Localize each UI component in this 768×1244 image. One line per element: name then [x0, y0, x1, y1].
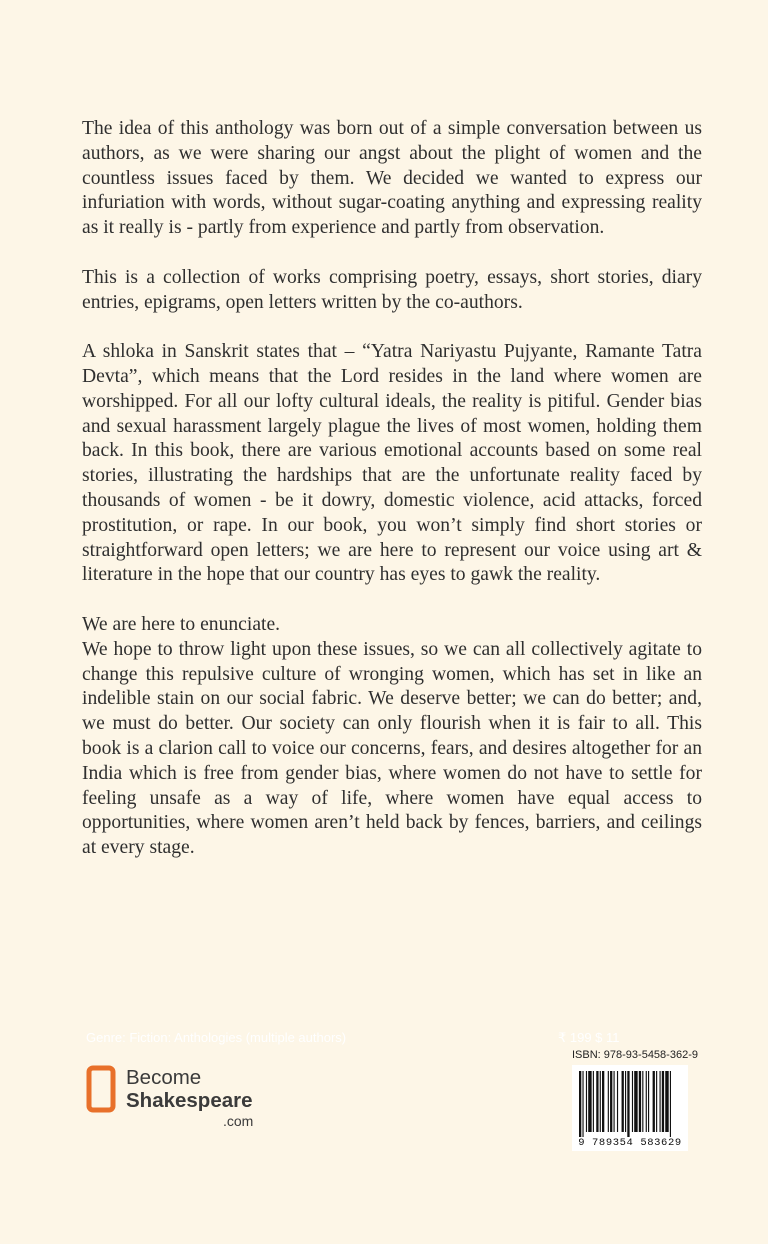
barcode-bar — [660, 1071, 661, 1132]
logo-text-domain: .com — [223, 1113, 254, 1129]
back-cover-blurb — [82, 117, 702, 886]
barcode-bar — [625, 1071, 626, 1132]
phone-outline-icon — [86, 1065, 116, 1113]
barcode-bar — [610, 1071, 612, 1132]
logo-text-become: Become — [126, 1066, 202, 1089]
price-label: ₹ 199 $ 11 — [558, 1030, 620, 1045]
barcode-bar — [653, 1071, 655, 1132]
barcode-bar — [608, 1071, 609, 1132]
blurb-paragraph-1: The idea of this anthology was born out of a simple conversation between us authors, as we were sharing our angst about the plight of women and the countless issues faced by them. We decided we wanted to express our infuriation with words, without sugar-coating anything and expressing reality as it really is - partly from experience and partly from observation. — [82, 118, 702, 239]
isbn-label: ISBN: 978-93-5458-362-9 — [572, 1049, 698, 1061]
barcode-bars — [572, 1065, 688, 1137]
barcode-bar — [656, 1071, 657, 1132]
barcode-bar — [639, 1071, 641, 1132]
barcode-bar — [665, 1071, 668, 1132]
publisher-logo — [86, 1065, 286, 1131]
barcode-bar — [602, 1071, 604, 1132]
barcode-bar — [642, 1071, 643, 1132]
barcode-bar — [614, 1071, 615, 1132]
blurb-paragraph-3: A shloka in Sanskrit states that – “Yatra Nariyastu Pujyante, Ramante Tatra Devta”, which means that the Lord resides in the land where women are worshipped. For all our lofty cultural ideals, the reality is pitiful. Gender bias and sexual harassment largely plague the lives of most women, holding them back. In this book, there are various emotional accounts based on some real stories, illustrating the hardships that are the unfortunate reality faced by thousands of women - be it dowry, domestic violence, acid attacks, forced prostitution, or rape. In our book, you won’t simply find short stories or straightforward open letters; we are here to represent our voice using art & literature in the hope that our country has eyes to gawk the reality. — [82, 341, 702, 586]
barcode-bar — [622, 1071, 624, 1132]
barcode-bar — [600, 1071, 601, 1132]
barcode-bar — [579, 1071, 581, 1137]
blurb-paragraph-5: We hope to throw light upon these issues, so we can all collectively agitate to change this repulsive culture of wronging women, which has set in like an indelible stain on our social fabric. We deserve better; we can do better; and, we must do better. Our society can only flourish when it is fair to all. This book is a clarion call to voice our concerns, fears, and desires altogether for an India which is free from gender bias, where women do not have to settle for feeling unsafe as a way of life, where women have equal access to opportunities, where women aren’t held back by fences, barriers, and ceilings at every stage. — [82, 638, 702, 859]
barcode-bar — [588, 1071, 591, 1132]
barcode-digits: 9 789354 583629 — [578, 1137, 682, 1149]
barcode-bar — [586, 1071, 587, 1132]
barcode-bar — [662, 1071, 664, 1132]
barcode-bar — [582, 1071, 583, 1137]
barcode-bar — [596, 1071, 598, 1132]
barcode-bar — [646, 1071, 647, 1132]
barcode-bar — [670, 1071, 671, 1137]
barcode — [572, 1065, 688, 1151]
barcode-bar — [617, 1071, 618, 1132]
barcode-bar — [648, 1071, 649, 1132]
barcode-bar — [634, 1071, 637, 1132]
barcode-bar — [627, 1071, 629, 1137]
genre-label: Genre: Fiction: Anthologies (multiple authors) — [86, 1030, 347, 1045]
blurb-paragraph-2: This is a collection of works comprising poetry, essays, short stories, diary entries, epigrams, open letters written by the co-authors. — [82, 266, 702, 313]
barcode-bar — [632, 1071, 633, 1132]
logo-text-shakespeare: Shakespeare — [126, 1089, 253, 1112]
barcode-bar — [593, 1071, 594, 1132]
blurb-paragraph-4: We are here to enunciate. — [82, 613, 281, 635]
